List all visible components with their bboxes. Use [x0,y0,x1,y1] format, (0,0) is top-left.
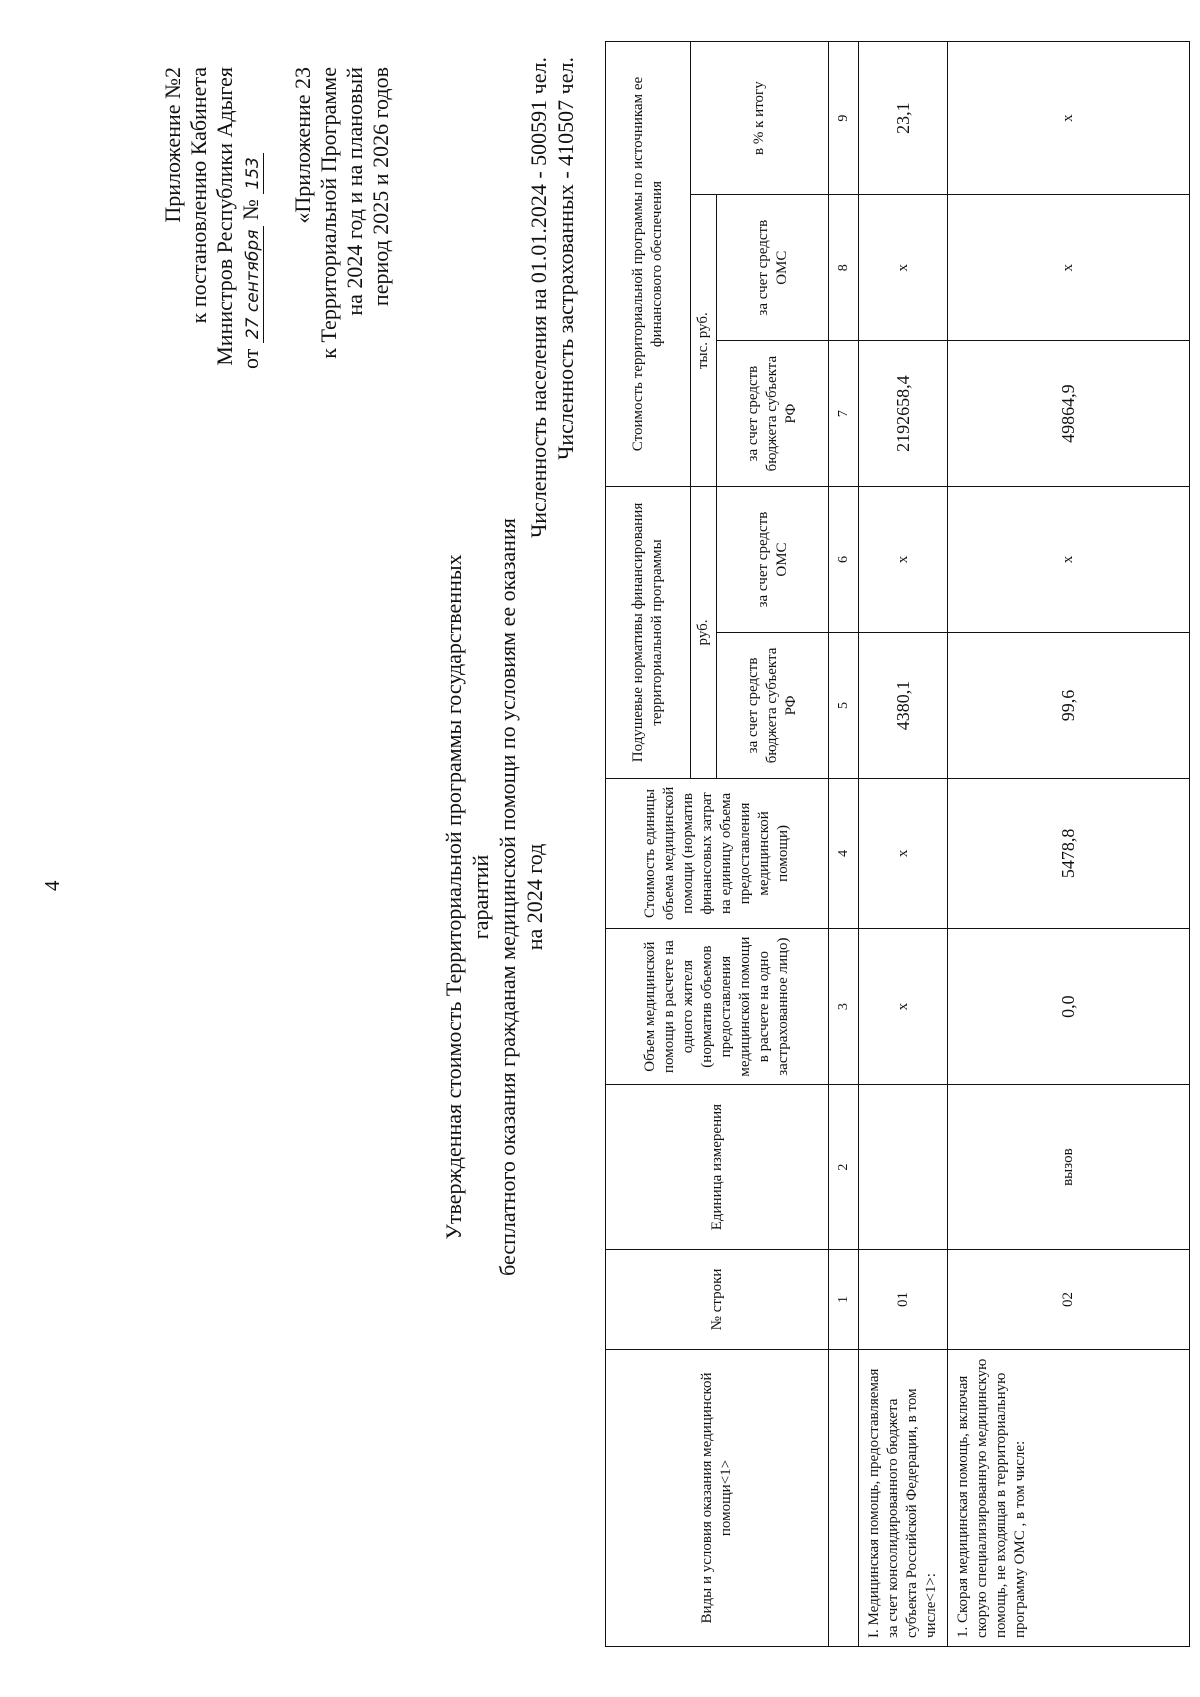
row-no: 02 [948,1249,1190,1349]
col-index: 4 [829,778,859,928]
col-index: 1 [829,1249,859,1349]
row-name: 1. Скорая медицинская помощь, включая скорую специализированную медицинскую помощь, не входящая в территориальную программу ОМС , в том числе: [948,1349,1190,1646]
row-volume: x [859,928,948,1084]
from-label: от [238,348,263,369]
row-percent: 23,1 [859,42,948,195]
table-row [859,42,948,1647]
row-unit [859,1085,948,1250]
population-count: Численность населения на 01.01.2024 - 500591 чел. [526,57,551,539]
header-unit: Единица измерения [606,1085,829,1250]
col-index: 9 [829,42,859,195]
row-percent: x [948,42,1190,195]
appendix-2-line3: Министров Республики Адыгея [212,67,237,366]
appendix-2-date-line [238,67,266,397]
header-per-capita-group: Подушевые нормативы финансирования территориальной программы [606,487,691,779]
header-per-capita-budget: за счет средств бюджета субъекта РФ [717,632,829,778]
insured-count: Численность застрахованных - 410507 чел. [553,57,578,460]
col-index: 6 [829,487,859,633]
col-index: 3 [829,928,859,1084]
cost-table [605,41,1190,1647]
document-title [440,517,548,1277]
row-cost-oms: x [948,195,1190,341]
column-index-row [829,42,859,1647]
appendix-23-header [290,67,394,397]
row-per-capita-budget: 99,6 [948,632,1190,778]
row-cost-unit: x [859,778,948,928]
appendix-2-line1: Приложение №2 [160,67,185,223]
col-index: 8 [829,195,859,341]
header-row-1 [606,42,691,1647]
header-cost-budget: за счет средств бюджета субъекта РФ [717,341,829,487]
decree-number: 153 [243,153,264,193]
col-index: 5 [829,632,859,778]
header-cost-group: Стоимость территориальной программы по источникам ее финансового обеспечения [606,42,691,487]
row-volume: 0,0 [948,928,1190,1084]
header-cost-oms: за счет средств ОМС [717,195,829,341]
appendix-23-line4: период 2025 и 2026 годов [368,67,393,307]
table-row [948,42,1190,1647]
title-line2: бесплатного оказания гражданам медицинской помощи по условиям ее оказания на 2024 год [495,518,547,1276]
row-no: 01 [859,1249,948,1349]
row-per-capita-oms: x [859,487,948,633]
row-cost-budget: 49864,9 [948,341,1190,487]
appendix-23-line2: к Территориальной Программе [316,67,341,359]
col-index [829,1349,859,1646]
decree-date: 27 сентября [243,226,264,344]
row-name: I. Медицинская помощь, предоставляемая за счет консолидированного бюджета субъекта Российской Федерации, в том числе<1>: [859,1349,948,1646]
page-number: 4 [40,880,64,891]
appendix-23-line1: «Приложение 23 [290,67,315,224]
header-thous-rub: тыс. руб. [691,195,717,487]
col-index: 2 [829,1085,859,1250]
row-unit: вызов [948,1085,1190,1250]
number-label: № [238,199,263,221]
col-index: 7 [829,341,859,487]
appendix-2-line2: к постановлению Кабинета [186,67,211,324]
row-per-capita-budget: 4380,1 [859,632,948,778]
header-types: Виды и условия оказания медицинской помощи<1> [606,1349,829,1646]
header-cost-percent: в % к итогу [691,42,829,195]
row-cost-budget: 2192658,4 [859,341,948,487]
row-cost-unit: 5478,8 [948,778,1190,928]
row-per-capita-oms: x [948,487,1190,633]
header-per-capita-oms: за счет средств ОМС [717,487,829,633]
title-line1: Утвержденная стоимость Территориальной программы государственных гарантий [441,554,493,1240]
population-counts [525,57,579,597]
header-rub: руб. [691,487,717,779]
row-cost-oms: x [859,195,948,341]
header-cost-unit: Стоимость единицы объема медицинской помощи (норматив финансовых затрат на единицу объема предоставления медицинской помощи) [606,778,829,928]
appendix-23-line3: на 2024 год и на плановый [342,67,367,316]
header-row-no: № строки [606,1249,829,1349]
appendix-2-header [160,67,266,397]
header-volume: Объем медицинской помощи в расчете на одного жителя (норматив объемов предоставления медицинской помощи в расчете на одно застрахованное лицо) [606,928,829,1084]
